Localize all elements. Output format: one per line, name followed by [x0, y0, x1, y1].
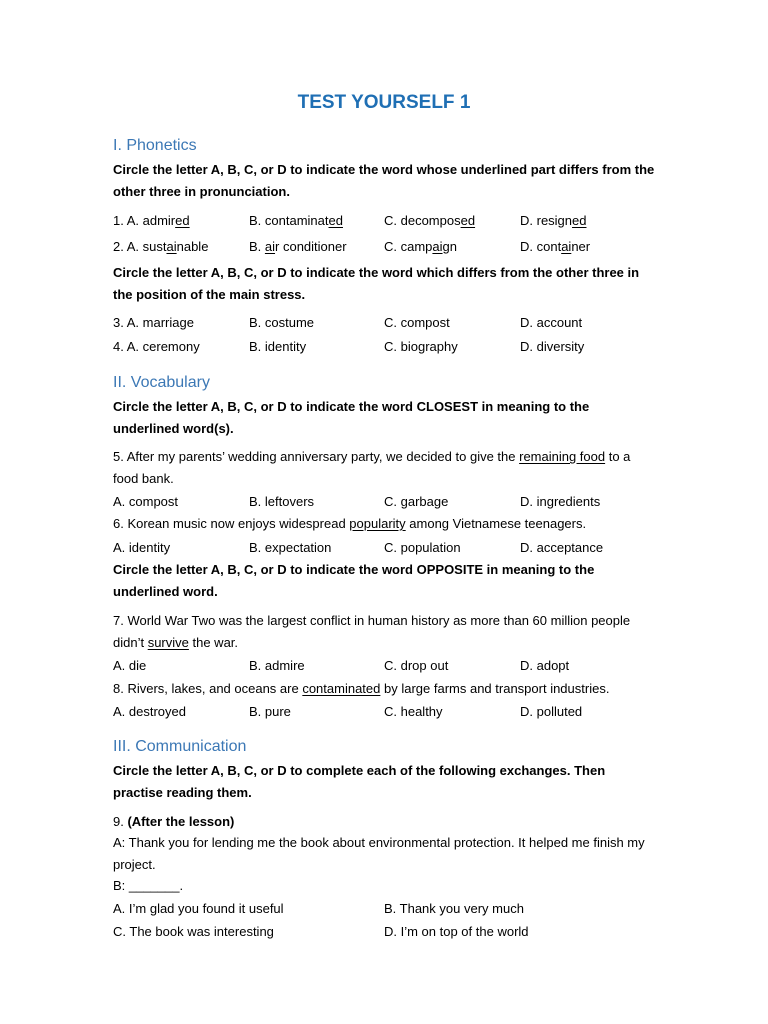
q6-option-d: D. acceptance — [520, 540, 604, 555]
instruction-opposite: Circle the letter A, B, C, or D to indicate the word OPPOSITE in meaning to the underlined word. — [113, 562, 595, 599]
q6-option-a: A. identity — [113, 540, 171, 555]
q6-stem: 6. Korean music now enjoys widespread popularity among Vietnamese teenagers. — [113, 516, 587, 531]
q7-option-a: A. die — [113, 658, 147, 673]
q4-option-d: D. diversity — [520, 339, 585, 354]
q5-option-b: B. leftovers — [249, 494, 315, 509]
instruction-closest: Circle the letter A, B, C, or D to indicate the word CLOSEST in meaning to the underlined word(s). — [113, 399, 590, 436]
q1-option-a: 1. A. admired — [113, 213, 190, 228]
q1-option-c: C. decomposed — [384, 213, 476, 228]
q5-option-d: D. ingredients — [520, 494, 601, 509]
q3-option-d: D. account — [520, 315, 583, 330]
page-title: TEST YOURSELF 1 — [297, 92, 471, 113]
q8-option-b: B. pure — [249, 704, 291, 719]
q8-stem: 8. Rivers, lakes, and oceans are contaminated by large farms and transport industries. — [113, 681, 610, 696]
q9-context: 9. (After the lesson) — [113, 814, 235, 829]
q5-option-c: C. garbage — [384, 494, 449, 509]
instruction-pronunciation: Circle the letter A, B, C, or D to indicate the word whose underlined part differs from the other three in pronunciation. — [113, 162, 655, 199]
q4-option-a: 4. A. ceremony — [113, 339, 200, 354]
q4-option-c: C. biography — [384, 339, 458, 354]
q6-option-c: C. population — [384, 540, 461, 555]
instruction-exchanges: Circle the letter A, B, C, or D to complete each of the following exchanges. Then practise reading them. — [113, 763, 606, 800]
q7-option-c: C. drop out — [384, 658, 449, 673]
q5-option-a: A. compost — [113, 494, 179, 509]
q7-option-d: D. adopt — [520, 658, 570, 673]
q3-option-a: 3. A. marriage — [113, 315, 194, 330]
q9-option-b: B. Thank you very much — [384, 901, 524, 916]
q2-option-d: D. container — [520, 239, 591, 254]
q7-option-b: B. admire — [249, 658, 305, 673]
q2-option-c: C. campaign — [384, 239, 457, 254]
q6-option-b: B. expectation — [249, 540, 332, 555]
q8-option-d: D. polluted — [520, 704, 583, 719]
q9-option-a: A. I’m glad you found it useful — [113, 901, 284, 916]
instruction-stress: Circle the letter A, B, C, or D to indicate the word which differs from the other three in the position of the main stress. — [113, 265, 640, 302]
q9-speaker-a: A: Thank you for lending me the book about environmental protection. It helped me finish my project. — [113, 835, 645, 872]
section-heading-phonetics: I. Phonetics — [113, 137, 197, 154]
section-heading-vocabulary: II. Vocabulary — [113, 374, 210, 391]
q4-option-b: B. identity — [249, 339, 307, 354]
q2-option-b: B. air conditioner — [249, 239, 347, 254]
q5-stem: 5. After my parents’ wedding anniversary party, we decided to give the remaining food to a food bank. — [113, 449, 631, 486]
q9-option-c: C. The book was interesting — [113, 924, 274, 939]
section-heading-communication: III. Communication — [113, 738, 247, 755]
q8-option-a: A. destroyed — [113, 704, 186, 719]
q9-option-d: D. I’m on top of the world — [384, 924, 529, 939]
q7-stem: 7. World War Two was the largest conflict in human history as more than 60 million people didn’t survive the war. — [113, 613, 631, 650]
q2-option-a: 2. A. sustainable — [113, 239, 209, 254]
q3-option-b: B. costume — [249, 315, 315, 330]
q3-option-c: C. compost — [384, 315, 450, 330]
q1-option-d: D. resigned — [520, 213, 587, 228]
q9-speaker-b: B: _______. — [113, 878, 184, 893]
q8-option-c: C. healthy — [384, 704, 443, 719]
q1-option-b: B. contaminated — [249, 213, 343, 228]
